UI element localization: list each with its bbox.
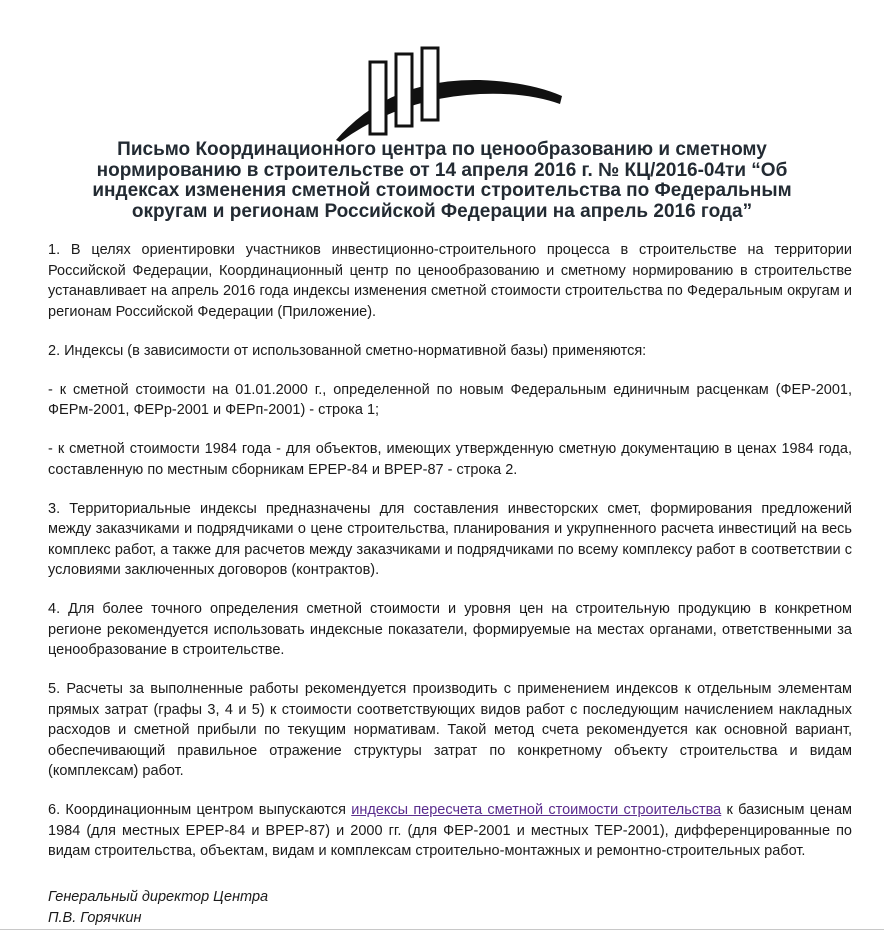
organization-logo-bars-icon	[336, 48, 562, 142]
page-bottom-divider	[0, 929, 884, 930]
paragraph-6-text-start: 6. Координационным центром выпускаются	[48, 802, 352, 818]
paragraph-6	[48, 800, 852, 862]
indices-recalculation-link[interactable]: индексы пересчета сметной стоимости строительства	[351, 802, 722, 818]
document-body	[48, 240, 852, 880]
signature-position: Генеральный директор Центра	[48, 889, 269, 905]
paragraph-5: 5. Расчеты за выполненные работы рекомендуется производить с применением индексов к отдельным элементам прямых затрат (графы 3, 4 и 5) к стоимости соответствующих видов работ с последующим начислением накладных расходов и сметной прибыли по текущим нормативам. Такой метод счета рекомендуется как основной вариант, обеспечивающий правильное отражение структуры затрат по конкретному объекту строительства и видам (комплексам) работ.	[48, 681, 852, 779]
paragraph-6-text-end: к базисным ценам 1984 (для местных ЕРЕР-84 и ВРЕР-87) и 2000 гг. (для ФЕР-2001 и местных ТЕР-2001), дифференцированные по видам строительства, объектам, видам и комплексам строительно-монтажных и ремонтно-строительных работ.	[48, 802, 852, 859]
signature-name: П.В. Горячкин	[48, 909, 142, 926]
paragraph-3: 3. Территориальные индексы предназначены для составления инвесторских смет, формирования предложений между заказчиками и подрядчиками о цене строительства, планирования и укрупненного расчета инвестиций на весь комплекс работ, а также для расчетов между заказчиками и подрядчиками по всему комплексу работ в соответствии с условиями заключенных договоров (контрактов).	[48, 500, 852, 578]
paragraph-2: 2. Индексы (в зависимости от использованной сметно-нормативной базы) применяются:	[48, 342, 647, 359]
paragraph-1: 1. В целях ориентировки участников инвестиционно-строительного процесса в строительстве на территории Российской Федерации, Координационный центр по ценообразованию и сметному нормированию в строительстве устанавливает на апрель 2016 года индексы изменения сметной стоимости строительства по Федеральным округам и регионам Российской Федерации (Приложение).	[48, 242, 852, 320]
organization-logo	[330, 44, 570, 144]
paragraph-4: 4. Для более точного определения сметной стоимости и уровня цен на строительную продукцию в конкретном регионе рекомендуется использовать индексные показатели, формируемые на местах органами, ответственными за ценообразование в строительстве.	[48, 601, 852, 658]
document-title: Письмо Координационного центра по ценообразованию и сметному нормированию в строительстве от 14 апреля 2016 г. № КЦ/2016-04ти “Об индексах изменения сметной стоимости строительства по Федеральным округам и регионам Российской Федерации на апрель 2016 года”	[92, 139, 792, 222]
paragraph-2-item-1: - к сметной стоимости на 01.01.2000 г., определенной по новым Федеральным единичным расценкам (ФЕР-2001, ФЕРм-2001, ФЕРр-2001 и ФЕРп-2001) - строка 1;	[48, 381, 852, 418]
signature-block	[48, 887, 268, 928]
paragraph-2-item-2: - к сметной стоимости 1984 года - для объектов, имеющих утвержденную сметную документацию в ценах 1984 года, составленную по местным сборникам ЕРЕР-84 и ВРЕР-87 - строка 2.	[48, 441, 852, 478]
